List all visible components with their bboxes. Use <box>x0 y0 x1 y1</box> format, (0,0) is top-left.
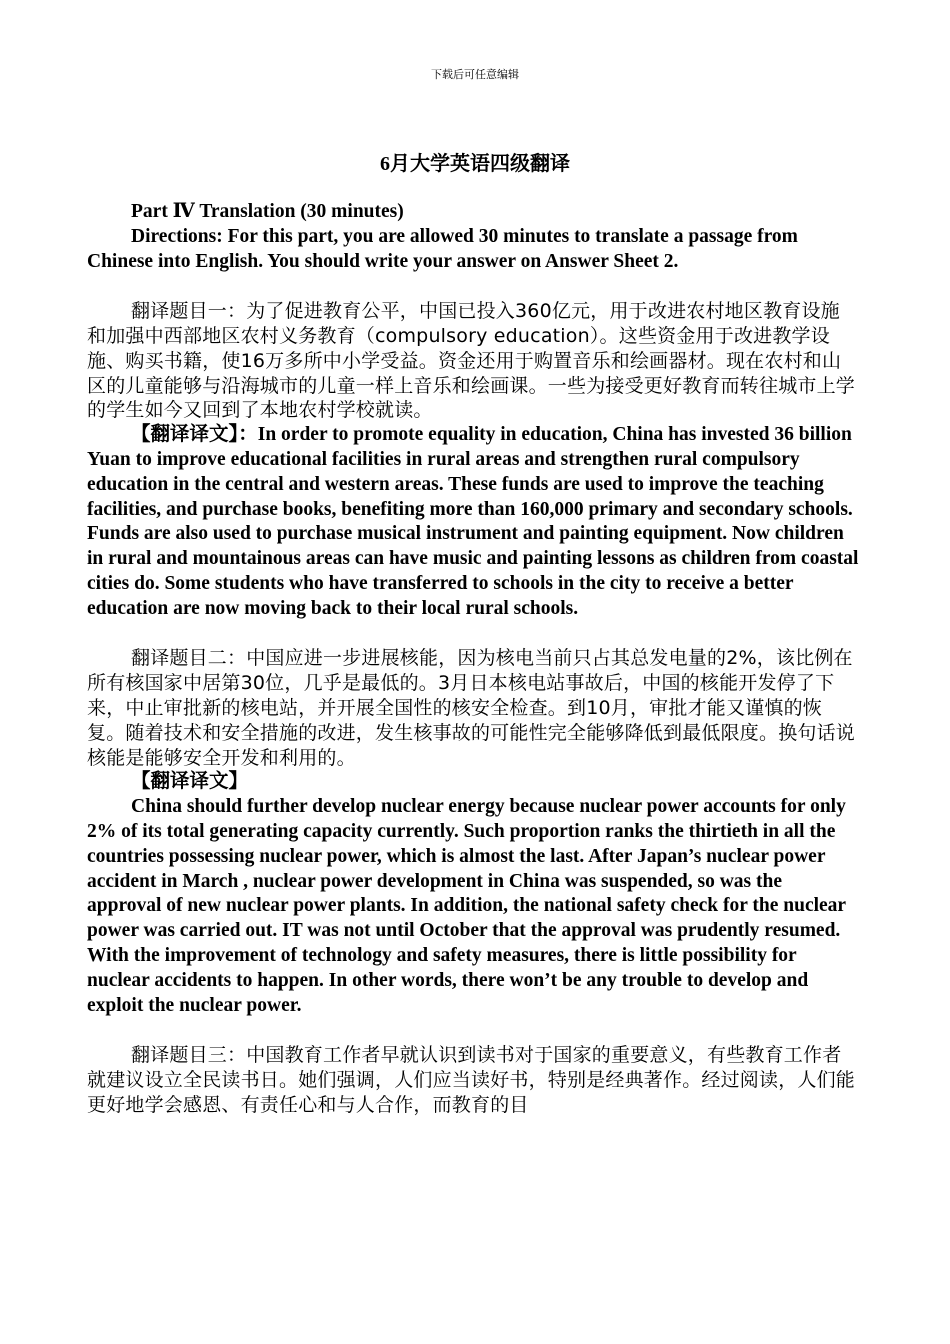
document-body <box>87 200 859 1117</box>
spacer <box>87 274 859 299</box>
spacer <box>87 1018 859 1043</box>
question-2-prompt: 翻译题目二：中国应进一步进展核能，因为核电当前只占其总发电量的2%，该比例在所有核国家中居第30位，几乎是最低的。3月日本核电站事故后，中国的核能开发停了下来，中止审批新的核电站，并开展全国性的核安全检查。到10月，审批才能又谨慎的恢复。随着技术和安全措施的改进，发生核事故的可能性完全能够降低到最低限度。换句话说核能是能够安全开发和利用的。 <box>87 647 856 769</box>
question-2-answer: China should further develop nuclear energy because nuclear power accounts for only 2% of its total generating capacity currently. Such proportion ranks the thirtieth in all the countries possessing nuclear power, which is almost the last. After Japan’s nuclear power accident in March , nuclear power development in China was suspended, so was the approval of new nuclear power plants. In addition, the national safety check for the nuclear power was carried out. IT was not until October that the approval was prudently resumed. With the improvement of technology and safety measures, there is little possibility for nuclear accidents to happen. In other words, there won’t be any trouble to develop and exploit the nuclear power. <box>87 796 846 1016</box>
part-heading: Part Ⅳ Translation (30 minutes) <box>131 201 404 222</box>
question-2-answer-label: 【翻译译文】 <box>131 771 249 793</box>
question-1-prompt: 翻译题目一：为了促进教育公平，中国已投入360亿元，用于改进农村地区教育设施和加强中西部地区农村义务教育（compulsory education）。这些资金用于改进教学设施、购买书籍，使16万多所中小学受益。资金还用于购置音乐和绘画器材。现在农村和山区的儿童能够与沿海城市的儿童一样上音乐和绘画课。一些为接受更好教育而转往城市上学的学生如今又回到了本地农村学校就读。 <box>87 300 856 422</box>
question-3-prompt: 翻译题目三：中国教育工作者早就认识到读书对于国家的重要意义，有些教育工作者 就建议设立全民读书日。她们强调，人们应当读好书，特别是经典著作。经过阅读，人们能更好地学会感恩、有责任心和与人合作，而教育的目 <box>87 1044 856 1116</box>
spacer <box>87 622 859 647</box>
question-1-answer: 【翻译译文】：In order to promote equality in education, China has invested 36 billion Yuan to improve educational facilities in rural areas and strengthen rural compulsory education in the central and western areas. These funds are used to improve the teaching facilities, and purchase books, benefiting more than 160,000 primary and secondary schools. Funds are also used to purchase musical instrument and painting equipment. Now children in rural and mountainous areas can have music and painting lessons as children from coastal cities do. Some students who have transferred to schools in the city to receive a better education are now moving back to their local rural schools. <box>87 424 859 619</box>
page-header-note: 下载后可任意编辑 <box>431 68 519 81</box>
document-title: 6月大学英语四级翻译 <box>380 153 570 175</box>
directions-paragraph: Directions: For this part, you are allowed 30 minutes to translate a passage from Chinese into English. You should write your answer on Answer Sheet 2. <box>87 225 798 272</box>
